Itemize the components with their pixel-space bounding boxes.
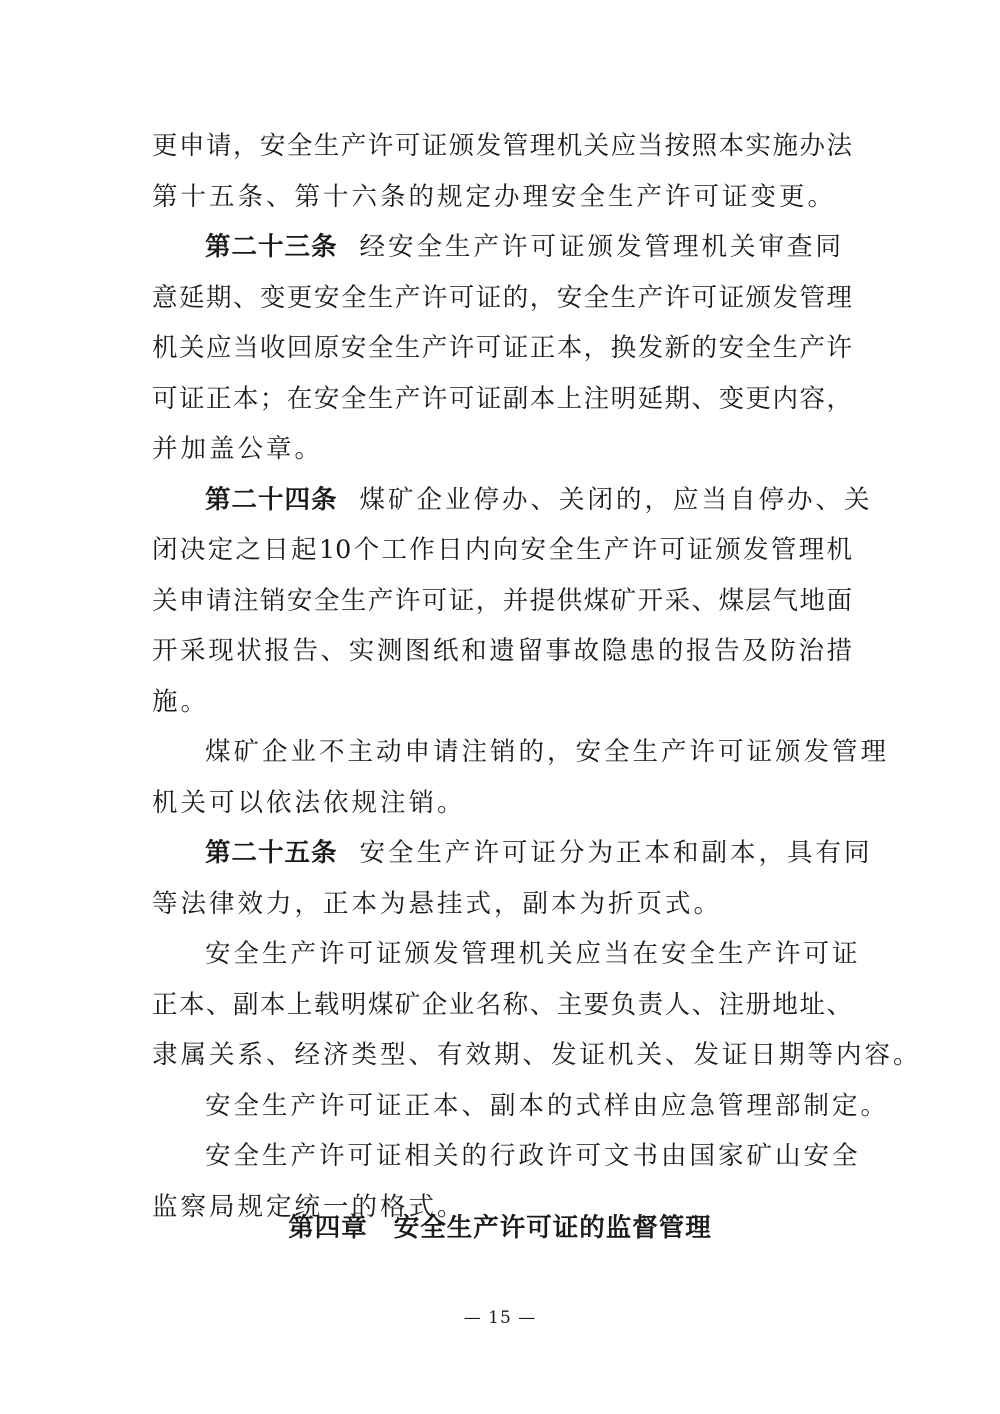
text-line: 施。 bbox=[152, 686, 210, 717]
text-line: 安全生产许可证颁发管理机关应当在安全生产许可证 bbox=[205, 939, 861, 969]
text-line: 正本、副本上载明煤矿企业名称、主要负责人、注册地址、 bbox=[152, 989, 852, 1020]
text-line bbox=[152, 828, 873, 879]
chapter-title: 安全生产许可证的监督管理 bbox=[393, 1213, 712, 1243]
article-number: 第二十五条 bbox=[205, 838, 338, 868]
text-line: 开采现状报告、实测图纸和遗留事故隐患的报告及防治措 bbox=[152, 636, 852, 666]
text-line bbox=[152, 475, 873, 526]
page-number: — 15 — bbox=[463, 1308, 537, 1328]
article-text: 煤矿企业停办、关闭的，应当自停办、关 bbox=[359, 484, 873, 515]
article-number: 第二十四条 bbox=[205, 484, 338, 515]
text-line: 安全生产许可证正本、副本的式样由应急管理部制定。 bbox=[205, 1090, 890, 1121]
text-line: 隶属关系、经济类型、有效期、发证机关、发证日期等内容。 bbox=[152, 1040, 922, 1070]
text-line: 监察局规定统一的格式。 bbox=[152, 1191, 466, 1222]
text-line: 可证正本；在安全生产许可证副本上注明延期、变更内容， bbox=[152, 383, 852, 414]
text-line bbox=[152, 222, 852, 273]
article-text: 经安全生产许可证颁发管理机关审查同 bbox=[359, 232, 845, 262]
body-text bbox=[152, 121, 922, 1232]
text-line: 安全生产许可证相关的行政许可文书由国家矿山安全 bbox=[205, 1141, 861, 1171]
text-line: 煤矿企业不主动申请注销的，安全生产许可证颁发管理 bbox=[205, 737, 890, 767]
text-line: 等法律效力，正本为悬挂式，副本为折页式。 bbox=[152, 888, 723, 919]
text-line: 闭决定之日起10个工作日内向安全生产许可证颁发管理机 bbox=[152, 535, 852, 565]
text-line: 机关应当收回原安全生产许可证正本，换发新的安全生产许 bbox=[152, 333, 852, 363]
text-line: 关申请注销安全生产许可证，并提供煤矿开采、煤层气地面 bbox=[152, 585, 852, 616]
text-line: 第十五条、第十六条的规定办理安全生产许可证变更。 bbox=[152, 181, 837, 212]
article-text: 安全生产许可证分为正本和副本，具有同 bbox=[359, 838, 873, 868]
article-number: 第二十三条 bbox=[205, 232, 338, 262]
text-line: 更申请，安全生产许可证颁发管理机关应当按照本实施办法 bbox=[152, 131, 852, 161]
chapter-number: 第四章 bbox=[288, 1213, 368, 1243]
chapter-heading bbox=[0, 1208, 1000, 1244]
text-line: 并加盖公章。 bbox=[152, 434, 324, 464]
text-line: 机关可以依法依规注销。 bbox=[152, 787, 466, 818]
text-line: 意延期、变更安全生产许可证的，安全生产许可证颁发管理 bbox=[152, 282, 852, 313]
